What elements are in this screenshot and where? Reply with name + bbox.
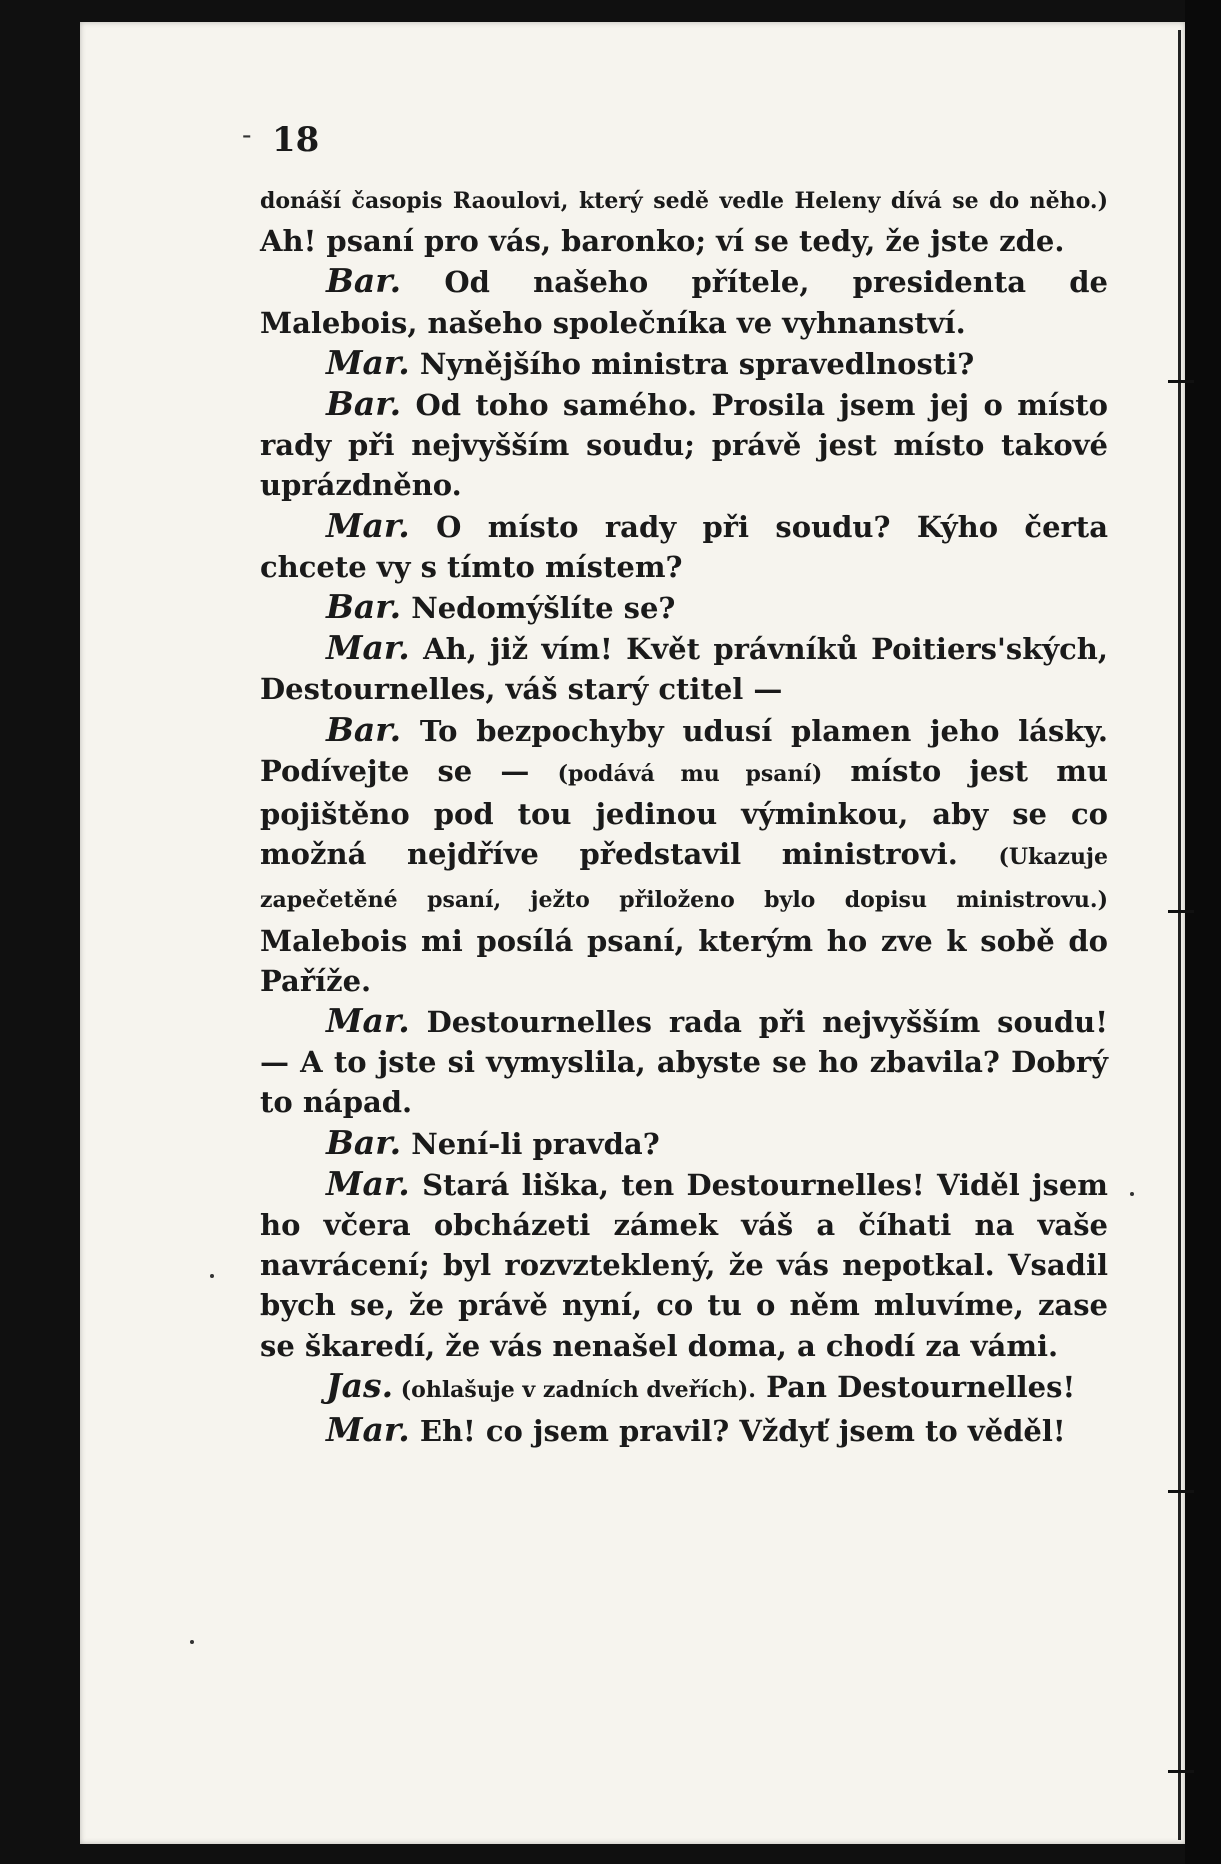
speech-6 bbox=[260, 628, 1108, 709]
speaker-name: Jas. bbox=[326, 1365, 394, 1405]
dialogue-text: To bezpochyby udusí plamen jeho lásky. Podívejte se — bbox=[260, 713, 1108, 788]
dialogue-text: Destournelles rada při nejvyšším soudu! — A to jste si vymyslila, abyste se ho zbavila? Dobrý to nápad. bbox=[260, 1005, 1108, 1120]
dialogue-text: Pan Destournelles! bbox=[755, 1369, 1076, 1404]
dialogue-text: Od toho samého. Prosila jsem jej o místo rady při nejvyšším soudu; právě jest místo takové uprázdněno. bbox=[260, 388, 1108, 503]
speaker-name: Mar. bbox=[326, 1001, 410, 1041]
speech-7 bbox=[260, 710, 1108, 1001]
edge-tick bbox=[1168, 1490, 1194, 1493]
speaker-name: Mar. bbox=[326, 628, 410, 668]
speaker-name: Mar. bbox=[326, 342, 410, 382]
speech-8 bbox=[260, 1001, 1108, 1123]
edge-tick bbox=[1168, 380, 1194, 383]
opening-paragraph bbox=[260, 178, 1108, 261]
speaker-name: Mar. bbox=[326, 1410, 410, 1450]
page-text bbox=[260, 178, 1108, 1451]
edge-tick bbox=[1168, 1770, 1194, 1773]
stage-direction: (ohlašuje v zadních dveřích). bbox=[393, 1376, 756, 1403]
dialogue-text: Nynějšího ministra spravedlnosti? bbox=[409, 346, 975, 381]
speaker-name: Bar. bbox=[326, 709, 402, 749]
speaker-name: Mar. bbox=[326, 505, 410, 545]
speech-3 bbox=[260, 384, 1108, 506]
dialogue-text: Nedomýšlíte se? bbox=[401, 591, 676, 626]
dialogue-text: Stará liška, ten Destournelles! Viděl jsem ho včera obcházeti zámek váš a číhati na vaše navrácení; byl rozvzteklený, že vás nepotkal. Vsadil bych se, že právě nyní, co tu o něm mluvíme, zase se škaredí, že vás nenašel doma, a chodí za vámi. bbox=[260, 1167, 1108, 1363]
speaker-name: Bar. bbox=[326, 384, 402, 424]
speech-4 bbox=[260, 506, 1108, 587]
dialogue-text: místo jest mu pojištěno pod tou jedinou výminkou, aby se co možná nejdříve představil ministrovi. bbox=[260, 753, 1108, 872]
dialogue-text: Eh! co jsem pravil? Vždyť jsem to věděl! bbox=[409, 1414, 1066, 1449]
dialogue-text: O místo rady při soudu? Kýho čerta chcete vy s tímto místem? bbox=[260, 509, 1108, 584]
speech-12 bbox=[260, 1410, 1108, 1451]
speech-1 bbox=[260, 261, 1108, 342]
speech-5 bbox=[260, 587, 1108, 628]
stage-direction: donáší časopis Raoulovi, který sedě vedle Heleny dívá se do něho.) bbox=[260, 188, 1108, 214]
speech-2 bbox=[260, 343, 1108, 384]
scan-right-margin bbox=[1185, 0, 1221, 1864]
dialogue-text: Malebois mi posílá psaní, kterým ho zve k sobě do Paříže. bbox=[260, 923, 1108, 998]
page-edge-line bbox=[1178, 30, 1181, 1840]
dialogue-text: Ah, již vím! Květ právníků Poitiers'ských, Destournelles, váš starý ctitel — bbox=[260, 632, 1108, 707]
page-number: 18 bbox=[272, 120, 320, 160]
edge-tick bbox=[1168, 910, 1194, 913]
speaker-name: Bar. bbox=[326, 261, 402, 301]
scan-speck bbox=[1130, 1192, 1134, 1196]
scan-speck bbox=[210, 1274, 214, 1278]
stage-direction: (Ukazuje zapečetěné psaní, ježto přiloženo bylo dopisu ministrovu.) bbox=[260, 844, 1108, 914]
speech-11 bbox=[260, 1366, 1108, 1410]
speaker-name: Bar. bbox=[326, 587, 402, 627]
scan-speck bbox=[190, 1640, 194, 1644]
speaker-name: Mar. bbox=[326, 1163, 410, 1203]
dialogue-text: Od našeho přítele, presidenta de Malebois, našeho společníka ve vyhnanství. bbox=[260, 265, 1108, 340]
speech-9 bbox=[260, 1123, 1108, 1164]
speech-10 bbox=[260, 1164, 1108, 1366]
stage-direction: (podává mu psaní) bbox=[557, 760, 823, 787]
dialogue-text: Ah! psaní pro vás, baronko; ví se tedy, že jste zde. bbox=[260, 224, 1065, 259]
page-number-dash: - bbox=[242, 118, 252, 151]
dialogue-text: Není-li pravda? bbox=[401, 1126, 660, 1161]
speaker-name: Bar. bbox=[326, 1122, 402, 1162]
